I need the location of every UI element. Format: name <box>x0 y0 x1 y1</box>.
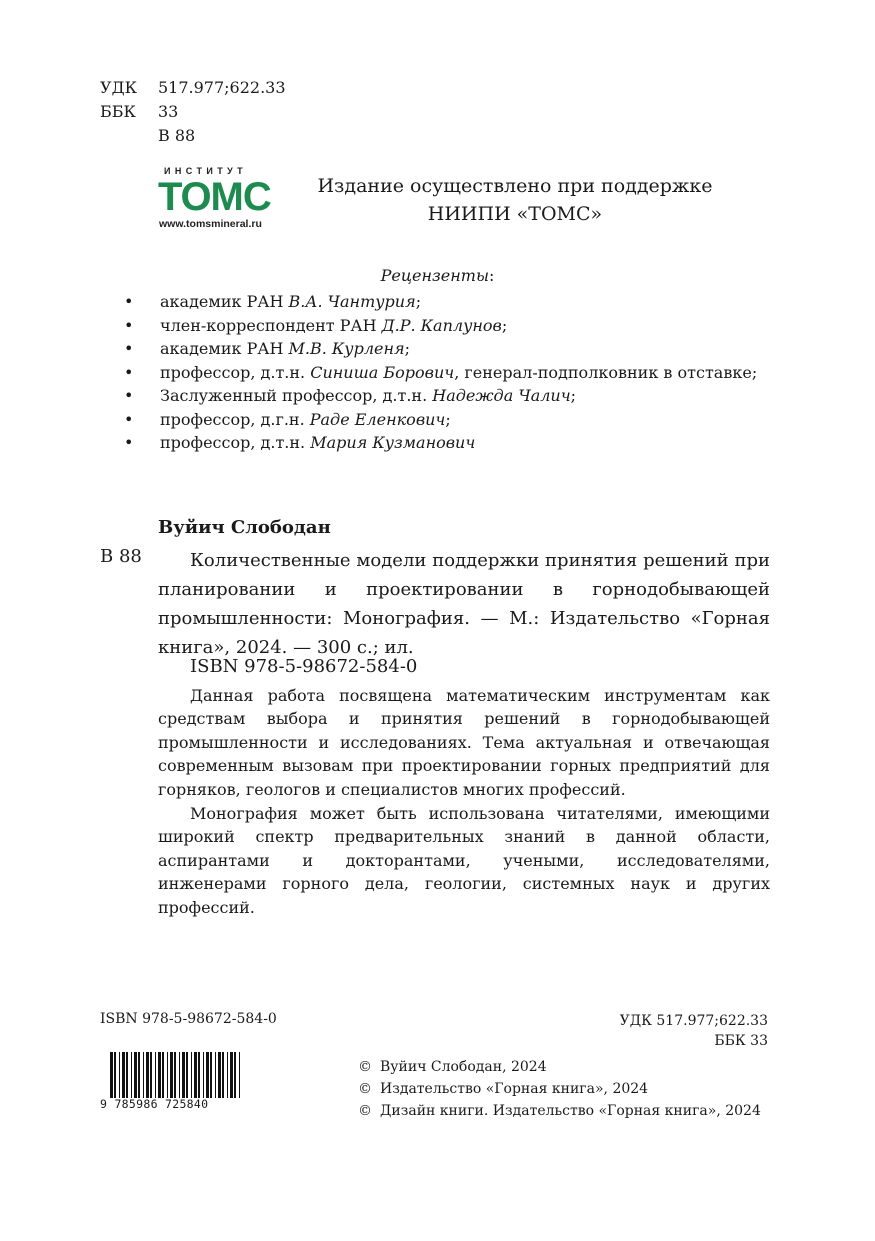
reviewer-item <box>124 431 757 455</box>
logo-institute-text: ИНСТИТУТ <box>164 166 248 176</box>
support-line-1: Издание осуществлено при поддержке <box>317 175 713 197</box>
reviewer-item <box>124 361 757 385</box>
copyright-symbol: © <box>358 1081 372 1097</box>
barcode-digits: 9 785986 725840 <box>100 1097 209 1111</box>
author-name: Вуйич Слободан <box>158 517 331 538</box>
abstract-paragraph-2: Монография может быть использована читателями, имеющими широкий спектр предварительных знаний в данной области, аспирантами и докторантами, учеными, исследователями, инженерами горного дела, геологии, системных наук и других профессий. <box>158 804 770 917</box>
copyright-symbol: © <box>358 1103 372 1119</box>
reviewers-heading <box>0 266 875 285</box>
barcode-bar <box>158 1052 161 1098</box>
reviewer-position: профессор, д.т.н. <box>160 362 311 382</box>
barcode-bar <box>227 1052 228 1098</box>
reviewer-position: Заслуженный профессор, д.т.н. <box>160 386 433 405</box>
reviewer-name: Синиша Борович <box>310 362 455 382</box>
barcode-bar <box>206 1052 209 1098</box>
reviewer-name: Мария Кузманович <box>310 433 476 452</box>
barcode-bar <box>150 1052 152 1098</box>
barcode-bar <box>155 1052 156 1098</box>
copyright-text: Вуйич Слободан, 2024 <box>380 1059 547 1075</box>
barcode-bar <box>162 1052 164 1098</box>
reviewers-title: Рецензенты <box>380 266 489 285</box>
classification-block <box>100 76 286 148</box>
footer-classification <box>620 1011 768 1051</box>
barcode-bar <box>122 1052 125 1098</box>
reviewer-name: В.А. Чантурия <box>288 292 416 311</box>
author-code: В 88 <box>158 126 196 145</box>
barcode-bar <box>110 1052 113 1098</box>
barcode-bar <box>234 1052 236 1098</box>
copyright-text: Издательство «Горная книга», 2024 <box>380 1081 649 1097</box>
bbk-label: ББК <box>100 102 136 121</box>
logo-website: www.tomsmineral.ru <box>159 218 262 230</box>
support-line-2: НИИПИ «ТОМС» <box>427 203 603 225</box>
barcode-bar <box>126 1052 128 1098</box>
reviewer-position: профессор, д.г.н. <box>160 409 310 429</box>
footer-udk: УДК 517.977;622.33 <box>619 1013 768 1029</box>
reviewer-name: Надежда Чалич <box>432 386 571 405</box>
reviewer-suffix: ; <box>404 339 410 358</box>
reviewer-suffix: ; <box>570 386 577 405</box>
entry-code: В 88 <box>100 546 142 567</box>
barcode-bar <box>114 1052 116 1098</box>
reviewer-name: Д.Р. Каплунов <box>381 315 502 335</box>
barcode-bar <box>239 1052 240 1098</box>
reviewer-position: академик РАН <box>160 292 289 311</box>
reviewers-title-colon: : <box>488 266 495 285</box>
barcode-bar <box>186 1052 188 1098</box>
barcode-bar <box>143 1052 144 1098</box>
reviewer-position: профессор, д.т.н. <box>160 433 311 452</box>
copyright-symbol: © <box>358 1059 372 1075</box>
reviewer-suffix: , генерал-подполковник в отставке; <box>454 362 758 382</box>
copyright-text: Дизайн книги. Издательство «Горная книга», 2024 <box>380 1103 761 1119</box>
udk-value: 517.977;622.33 <box>158 78 286 97</box>
reviewer-name: Раде Еленкович <box>309 409 446 429</box>
reviewer-item <box>124 408 757 432</box>
barcode-bar <box>170 1052 173 1098</box>
book-title-description: Количественные модели поддержки принятия решений при планировании и проектировании в горнодобывающей промышленности: Монография. — М.: Издательство «Горная книга», 2024. — 300 с.; ил. <box>158 550 770 658</box>
reviewer-item <box>124 314 757 338</box>
barcode-bars <box>110 1052 244 1098</box>
barcode-bar <box>138 1052 140 1098</box>
reviewer-position: член-корреспондент РАН <box>160 315 382 335</box>
reviewer-name: М.В. Курленя <box>288 339 405 358</box>
reviewer-item <box>124 337 757 361</box>
barcode-bar <box>198 1052 200 1098</box>
support-statement <box>300 172 730 228</box>
reviewer-item <box>124 290 757 314</box>
reviewer-suffix: ; <box>445 409 451 429</box>
entry-isbn: ISBN 978-5-98672-584-0 <box>190 656 418 677</box>
reviewers-list <box>124 290 757 455</box>
copyright-notices <box>358 1056 761 1122</box>
udk-label: УДК <box>100 78 137 97</box>
reviewer-position: академик РАН <box>160 339 289 358</box>
barcode-bar <box>179 1052 180 1098</box>
barcode-bar <box>134 1052 137 1098</box>
barcode-bar <box>210 1052 212 1098</box>
copyright-line <box>358 1100 761 1122</box>
barcode-bar <box>167 1052 168 1098</box>
reviewer-suffix: ; <box>415 292 422 311</box>
barcode-bar <box>174 1052 176 1098</box>
toms-logo <box>158 166 286 234</box>
reviewer-item <box>124 384 757 408</box>
reviewer-suffix: ; <box>501 315 508 335</box>
barcode-bar <box>194 1052 197 1098</box>
abstract-paragraph-1: Данная работа посвящена математическим инструментам как средствам выбора и принятия решений в горнодобывающей промышленности и исследованиях. Тема актуальная и отвечающая современным вызовам при проектировании горных предприятий для горняков, геологов и специалистов многих профессий. <box>158 686 770 799</box>
isbn-barcode <box>100 1052 246 1112</box>
barcode-bar <box>146 1052 149 1098</box>
barcode-bar <box>203 1052 204 1098</box>
copyright-line <box>358 1078 761 1100</box>
barcode-bar <box>215 1052 216 1098</box>
barcode-bar <box>230 1052 233 1098</box>
bbk-value: 33 <box>158 102 179 121</box>
barcode-bar <box>182 1052 185 1098</box>
footer-isbn: ISBN 978-5-98672-584-0 <box>100 1011 277 1027</box>
barcode-bar <box>131 1052 132 1098</box>
logo-name: ТОМС <box>158 175 271 219</box>
barcode-bar <box>191 1052 192 1098</box>
footer-bbk: ББК 33 <box>714 1033 768 1049</box>
barcode-bar <box>222 1052 224 1098</box>
copyright-line <box>358 1056 761 1078</box>
barcode-bar <box>218 1052 221 1098</box>
barcode-bar <box>119 1052 120 1098</box>
